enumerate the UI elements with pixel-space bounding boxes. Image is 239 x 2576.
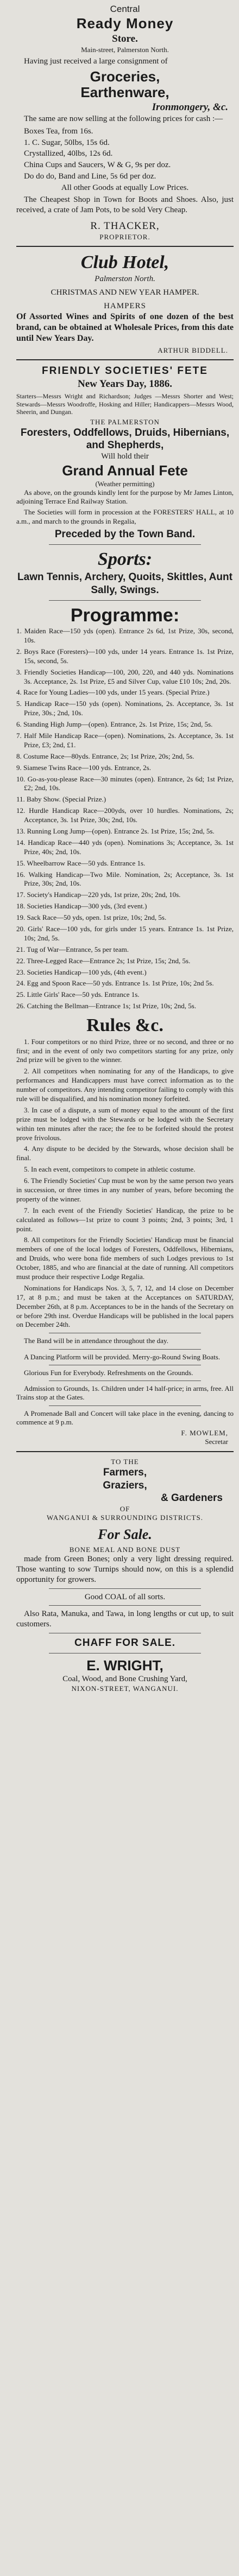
fete-will-hold: Will hold their [101,452,149,461]
fete-dancing: A Dancing Platform will be provided. Merry-go-Round Swing Boats. [24,1352,221,1361]
fete-secretary: F. MOWLEM, [181,1429,228,1438]
farmers-heading-1: Farmers, [103,1466,147,1478]
programme-item: 10. Go-as-you-please Race—30 minutes (open). Entrance, 2s 6d; 1st Prize, £2; 2nd, 10s. [16,774,234,792]
programme-item: 2. Boys Race (Foresters)—100 yds, under 14 years. Entrance 1s. 1st Prize, 15s, second, 5s. [16,647,234,665]
programme-item: 1. Maiden Race—150 yds (open). Entrance 2s 6d, 1st Prize, 30s, second, 10s. [16,627,234,644]
fete-starters: Starters—Messrs Wright and Richardson; Judges —Messrs Shorter and West; Stewards—Messrs Woodroffe, Hosking and Hiller; Handicappers—Messrs Wood, Sheerin, and Dungan. [16,392,234,416]
programme-item: 16. Walking Handicap—Two Mile. Nomination, 2s; Acceptance, 3s. 1st Prize, 30s; 2nd, 10s. [16,870,234,888]
store-prices-intro: The same are now selling at the following prices for cash :— [24,115,223,124]
price-item: Do do do, Band and Line, 5s 6d per doz. [24,171,156,181]
farmers-for-sale: For Sale. [98,1526,152,1542]
fete-orders: Foresters, Oddfellows, Druids, Hibernians, and Shepherds, [20,427,230,451]
fete-promenade: A Promenade Ball and Concert will take place in the evening, dancing to commence at 9 p.m. [16,1409,234,1426]
fete-advertisement [16,365,234,1447]
store-goods-3: Ironmongery, &c. [152,101,228,113]
farmers-district: WANGANUI & SURROUNDING DISTRICTS. [47,1513,203,1522]
hotel-hampers: HAMPERS [104,301,146,310]
divider [49,1349,201,1350]
programme-item: 17. Society's Handicap—220 yds, 1st prize, 20s; 2nd, 10s. [16,891,181,899]
hotel-season: CHRISTMAS AND NEW YEAR HAMPER. [51,288,199,297]
fete-town: THE PALMERSTON [90,418,160,427]
divider [16,359,234,360]
fete-weather: (Weather permitting) [95,479,155,488]
rules-list [16,1038,234,1330]
rule-item: 4. Any dispute to be decided by the Stewards, whose decision shall be final. [16,1144,234,1162]
fete-glorious: Glorious Fun for Everybody. Refreshments on the Grounds. [24,1368,193,1377]
price-item: 1. C. Sugar, 50lbs, 15s 6d. [24,138,110,147]
programme-item: 24. Egg and Spoon Race—50 yds. Entrance 1s. 1st Prize, 10s; 2nd 5s. [16,979,214,988]
programme-item: 9. Siamese Twins Race—100 yds. Entrance, 2s. [16,763,151,772]
farmers-heading-2: Graziers, [103,1479,147,1491]
programme-item: 5. Handicap Race—150 yds (open). Nominations, 2s. Acceptance, 3s. 1st Prize, 30s.; 2nd, 10s. [16,699,234,717]
sports-list: Lawn Tennis, Archery, Quoits, Skittles, Aunt Sally, Swings. [17,571,232,596]
programme-item: 6. Standing High Jump—(open). Entrance, 2s. 1st Prize, 15s; 2nd, 5s. [16,720,213,729]
farmers-coal: Good COAL of all sorts. [84,1592,166,1601]
rules-title: Rules &c. [86,1015,163,1036]
programme-title: Programme: [70,605,180,626]
farmers-advertisement [16,1458,234,1694]
store-goods-1: Groceries, [90,68,160,85]
programme-list [16,627,234,1011]
farmers-name: E. WRIGHT, [86,1657,163,1674]
price-item: China Cups and Saucers, W & G, 9s per doz. [24,161,171,170]
rule-item: 3. In case of a dispute, a sum of money equal to the amount of the first prize must be lodged with the Stewards or be lodged with the Secretary within ten minutes after the race; the fee to be forfeited should the protest prove frivolous. [16,1105,234,1142]
rule-item: 6. The Friendly Societies' Cup must be won by the same person two years in succession, or three times in any number of years, before becoming the property of the winner. [16,1176,234,1203]
store-intro: Having just received a large consignment of [24,56,168,66]
hotel-title: Club Hotel, [80,252,169,272]
programme-item: 3. Friendly Societies Handicap—100, 200, 220, and 440 yds. Nominations 3s. Acceptance, 2s. 1st Prize, £5 and Silver Cup, value £10 10s; 2nd, 20s. [16,667,234,685]
fete-band: Preceded by the Town Band. [54,528,196,540]
programme-item: 4. Race for Young Ladies—100 yds, under 15 years. (Special Prize.) [16,688,210,697]
hotel-body: Of Assorted Wines and Spirits of one dozen of the best brand, can be obtained at Wholesale Prices, from this date until New Years Day. [16,311,234,343]
farmers-bonemeal-text: made from Green Bones; only a very light dressing required. Those wanting to sow Turnips should now, on this is a splendid opportunity for growers. [16,1555,234,1584]
sports-title: Sports: [97,549,153,569]
programme-item: 19. Sack Race—50 yds, open. 1st prize, 10s; 2nd, 5s. [16,913,167,922]
programme-item: 7. Half Mile Handicap Race—(open). Nominations, 2s. Acceptance, 3s. 1st Prize, £3; 2nd, £1. [16,731,234,749]
farmers-address: NIXON-STREET, WANGANUI. [71,1684,179,1693]
programme-item: 11. Baby Show. (Special Prize.) [16,795,106,804]
store-price-list [16,126,234,182]
programme-item: 14. Handicap Race—440 yds (open). Nominations 3s; Acceptance, 3s. 1st Prize, 40s; 2nd, 10s. [16,838,234,856]
programme-item: 13. Running Long Jump—(open). Entrance 2s. 1st Prize, 15s; 2nd, 5s. [16,826,215,835]
fete-event: Grand Annual Fete [62,462,188,479]
fete-date: New Years Day, 1886. [78,378,172,390]
price-item: Boxes Tea, from 16s. [24,126,93,136]
farmers-chaff: CHAFF FOR SALE. [74,1637,175,1649]
programme-item: 12. Hurdle Handicap Race—200yds, over 10 hurdles. Nominations, 2s; Acceptance, 3s. 1st Prize, 30s; 2nd, 10s. [16,806,234,824]
programme-item: 21. Tug of War—Entrance, 5s per team. [16,945,129,953]
farmers-trade: Coal, Wood, and Bone Crushing Yard, [62,1675,187,1684]
farmers-heading-3: & Gardeners [160,1492,223,1504]
divider [49,600,201,601]
farmers-bonemeal: BONE MEAL AND BONE DUST [69,1545,181,1554]
divider [49,1588,201,1589]
divider [16,1451,234,1452]
hotel-advertisement [16,251,234,355]
store-address: Main-street, Palmerston North. [81,45,169,54]
fete-location: As above, on the grounds kindly lent for the purpose by Mr James Linton, adjoining Terrace End Railway Station. [16,488,234,506]
rule-item: 1. Four competitors or no third Prize, three or no second, and three or no first; and in the event of only two competitors starting for any prize, only 2nd prize will be given to the winner. [16,1037,234,1064]
rule-item: 8. All competitors for the Friendly Societies' Handicap must be financial members of one of the local lodges of Foresters, Oddfellows, Hibernians, and Druids, who were bona fide members of such Lodges previous to 1st October, 1885, and who are financial at the date of running. All competitors must produce their respective Lodge Regalia. [16,1236,234,1281]
divider [49,544,201,545]
programme-item: 25. Little Girls' Race—50 yds. Entrance 1s. [16,990,140,999]
divider [16,246,234,247]
fete-band-note: The Band will be in attendance throughout the day. [24,1337,168,1345]
farmers-to-the: TO THE [111,1457,139,1466]
fete-secretary-title: Secretar [205,1438,228,1446]
rule-item: 5. In each event, competitors to compete in athletic costume. [24,1165,196,1174]
programme-item: 15. Wheelbarrow Race—50 yds. Entrance 1s. [16,858,146,867]
rule-item: Nominations for Handicaps Nos. 3, 5, 7, 12, and 14 close on December 17, at 8 p.m.; and must be taken at the Acceptances on SATURDAY, December 26th, at 8 p.m. Acceptances to be in the hands of the Secretary on or before 29th inst. Overdue Handicaps will be published in the local papers on December 24th. [16,1283,234,1329]
programme-item: 22. Three-Legged Race—Entrance 2s; 1st Prize, 15s; 2nd, 5s. [16,956,191,965]
divider [49,1405,201,1406]
price-item: Crystallized, 40lbs, 12s 6d. [24,149,113,158]
newspaper-column [0,3,239,1693]
rule-item: 7. In each event of the Friendly Societies' Handicap, the prize to be calculated as follows—1st prize to count 3 points; 2nd, 3 points; 3rd, 1 point. [16,1206,234,1233]
programme-item: 26. Catching the Bellman—Entrance 1s; 1st Prize, 10s; 2nd, 5s. [16,1002,197,1010]
store-other-goods: All other Goods at equally Low Prices. [61,183,189,192]
programme-item: 23. Societies Handicap—100 yds, (4th event.) [16,968,147,976]
hotel-place: Palmerston North. [95,275,155,284]
programme-item: 8. Costume Race—80yds. Entrance, 2s; 1st Prize, 20s; 2nd, 5s. [16,752,194,760]
rule-item: 2. All competitors when nominating for any of the Handicaps, to give performances and Handicappers must have correct information as to the number of competitors. Any intending competitor failing to comply with this rule will be disqualified, and his nomination money forfeited. [16,1067,234,1103]
divider [49,1605,201,1606]
store-proprietor-title: PROPRIETOR. [99,232,150,241]
fete-title: FRIENDLY SOCIETIES' FETE [42,365,208,377]
store-title: Ready Money [76,15,174,32]
store-subtitle: Store. [112,33,138,44]
programme-item: 20. Girls' Race—100 yds, for girls under 15 years. Entrance 1s. 1st Prize, 10s; 2nd, 5s. [16,924,234,942]
fete-admission: Admission to Grounds, 1s. Children under 14 half-price; in arms, free. All Trains stop at the Gates. [16,1384,234,1402]
hotel-signature: ARTHUR BIDDELL. [158,346,228,354]
programme-item: 18. Societies Handicap—300 yds, (3rd event.) [16,902,147,911]
farmers-rata: Also Rata, Manuka, and Tawa, in long lengths or cut up, to suit customers. [16,1610,234,1629]
fete-procession: The Societies will form in procession at the FORESTERS' HALL, at 10 a.m., and march to the grounds in Regalia, [16,508,234,525]
farmers-of: OF [120,1505,130,1513]
store-goods-2: Earthenware, [80,84,169,101]
store-boots-note: The Cheapest Shop in Town for Boots and Shoes. Also, just received, a crate of Jam Pots, to be sold Very Cheap. [16,195,234,215]
store-advertisement [16,3,234,241]
store-pre-title: Central [110,4,140,14]
store-proprietor: R. THACKER, [90,220,160,232]
